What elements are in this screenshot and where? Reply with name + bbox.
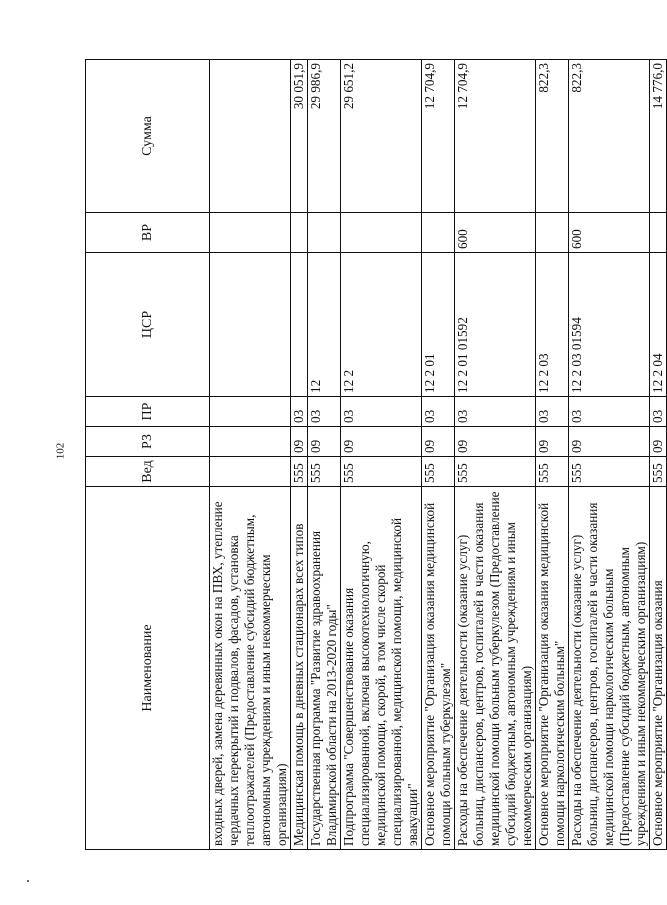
table-row [291, 60, 308, 850]
budget-table [85, 59, 667, 850]
cell-pr: 03 [308, 397, 341, 427]
cell-vr [210, 213, 291, 253]
cell-name: Основное мероприятие "Организация оказания [650, 487, 667, 850]
header-rz: РЗ [86, 427, 210, 457]
cell-csr: 12 2 03 01594 [569, 253, 650, 397]
cell-rz: 09 [422, 427, 455, 457]
cell-csr: 12 2 04 [650, 253, 667, 397]
cell-rz: 09 [569, 427, 650, 457]
cell-pr: 03 [422, 397, 455, 427]
table-row [455, 60, 536, 850]
cell-pr: 03 [291, 397, 308, 427]
table-row [341, 60, 422, 850]
cell-name: Подпрограмма "Совершенствование оказания специализированной, включая высокотехнологичную, медицинской помощи, скорой, в том числе скорой специализированной, медицинской помощи, медицинской эвакуации" [341, 487, 422, 850]
cell-vr [422, 213, 455, 253]
table-body [210, 60, 667, 850]
rotated-table-container [85, 60, 665, 850]
cell-sum: 822,3 [536, 60, 569, 213]
cell-ved: 555 [341, 457, 422, 487]
cell-sum: 29 986,9 [308, 60, 341, 213]
cell-rz: 09 [341, 427, 422, 457]
cell-name: Основное мероприятие "Организация оказания медицинской помощи наркологическим больным" [536, 487, 569, 850]
cell-csr: 12 2 01 [422, 253, 455, 397]
scan-speck [27, 880, 29, 882]
cell-ved: 555 [650, 457, 667, 487]
header-ved: Вед [86, 457, 210, 487]
cell-ved [210, 457, 291, 487]
cell-vr [341, 213, 422, 253]
cell-csr: 12 2 01 01592 [455, 253, 536, 397]
header-vr: ВР [86, 213, 210, 253]
cell-sum: 30 051,9 [291, 60, 308, 213]
cell-csr: 12 2 [341, 253, 422, 397]
header-pr: ПР [86, 397, 210, 427]
cell-rz: 09 [650, 427, 667, 457]
cell-rz: 09 [536, 427, 569, 457]
cell-name: Основное мероприятие "Организация оказания медицинской помощи больным туберкулезом" [422, 487, 455, 850]
cell-ved: 555 [536, 457, 569, 487]
cell-name: Медицинская помощь в дневных стационарах всех типов [291, 487, 308, 850]
cell-pr: 03 [650, 397, 667, 427]
table-row [650, 60, 667, 850]
cell-rz: 09 [308, 427, 341, 457]
cell-name: Государственная программа "Развитие здравоохранения Владимирской области на 2013-2020 годы" [308, 487, 341, 850]
cell-vr: 600 [569, 213, 650, 253]
cell-rz: 09 [455, 427, 536, 457]
cell-vr [308, 213, 341, 253]
table-row [536, 60, 569, 850]
cell-sum: 12 704,9 [455, 60, 536, 213]
page-number: 102 [54, 442, 67, 460]
cell-pr [210, 397, 291, 427]
cell-pr: 03 [341, 397, 422, 427]
cell-ved: 555 [569, 457, 650, 487]
header-sum: Сумма [86, 60, 210, 213]
cell-vr [650, 213, 667, 253]
cell-csr [291, 253, 308, 397]
cell-ved: 555 [422, 457, 455, 487]
cell-name: Расходы на обеспечение деятельности (оказание услуг) больниц, диспансеров, центров, госпиталей в части оказания медицинской помощи наркологическим больным (Предоставление субсидий бюджетным, автономным учреждениям и иным некоммерческим организациям) [569, 487, 650, 850]
cell-ved: 555 [291, 457, 308, 487]
table-row [422, 60, 455, 850]
cell-pr: 03 [455, 397, 536, 427]
cell-rz: 09 [291, 427, 308, 457]
cell-name: Расходы на обеспечение деятельности (оказание услуг) больниц, диспансеров, центров, госпиталей в части оказания медицинской помощи больным туберкулезом (Предоставление субсидий бюджетным, автономным учреждениям и иным некоммерческим организациям) [455, 487, 536, 850]
header-row [86, 60, 210, 850]
cell-sum: 29 651,2 [341, 60, 422, 213]
cell-vr [536, 213, 569, 253]
cell-sum: 822,3 [569, 60, 650, 213]
cell-rz [210, 427, 291, 457]
cell-csr [210, 253, 291, 397]
cell-sum [210, 60, 291, 213]
header-csr: ЦСР [86, 253, 210, 397]
cell-csr: 12 [308, 253, 341, 397]
cell-sum: 12 704,9 [422, 60, 455, 213]
cell-sum: 14 776,0 [650, 60, 667, 213]
header-name: Наименование [86, 487, 210, 850]
table-row [569, 60, 650, 850]
cell-name: входных дверей, замена деревянных окон на ПВХ, утепление чердачных перекрытий и подвалов, фасадов, установка теплоотражателей (Предоставление субсидий бюджетным, автономным учреждениям и иным некоммерческим организациям) [210, 487, 291, 850]
cell-vr [291, 213, 308, 253]
cell-ved: 555 [308, 457, 341, 487]
cell-csr: 12 2 03 [536, 253, 569, 397]
table-row [210, 60, 291, 850]
cell-pr: 03 [536, 397, 569, 427]
cell-vr: 600 [455, 213, 536, 253]
cell-ved: 555 [455, 457, 536, 487]
cell-pr: 03 [569, 397, 650, 427]
table-row [308, 60, 341, 850]
